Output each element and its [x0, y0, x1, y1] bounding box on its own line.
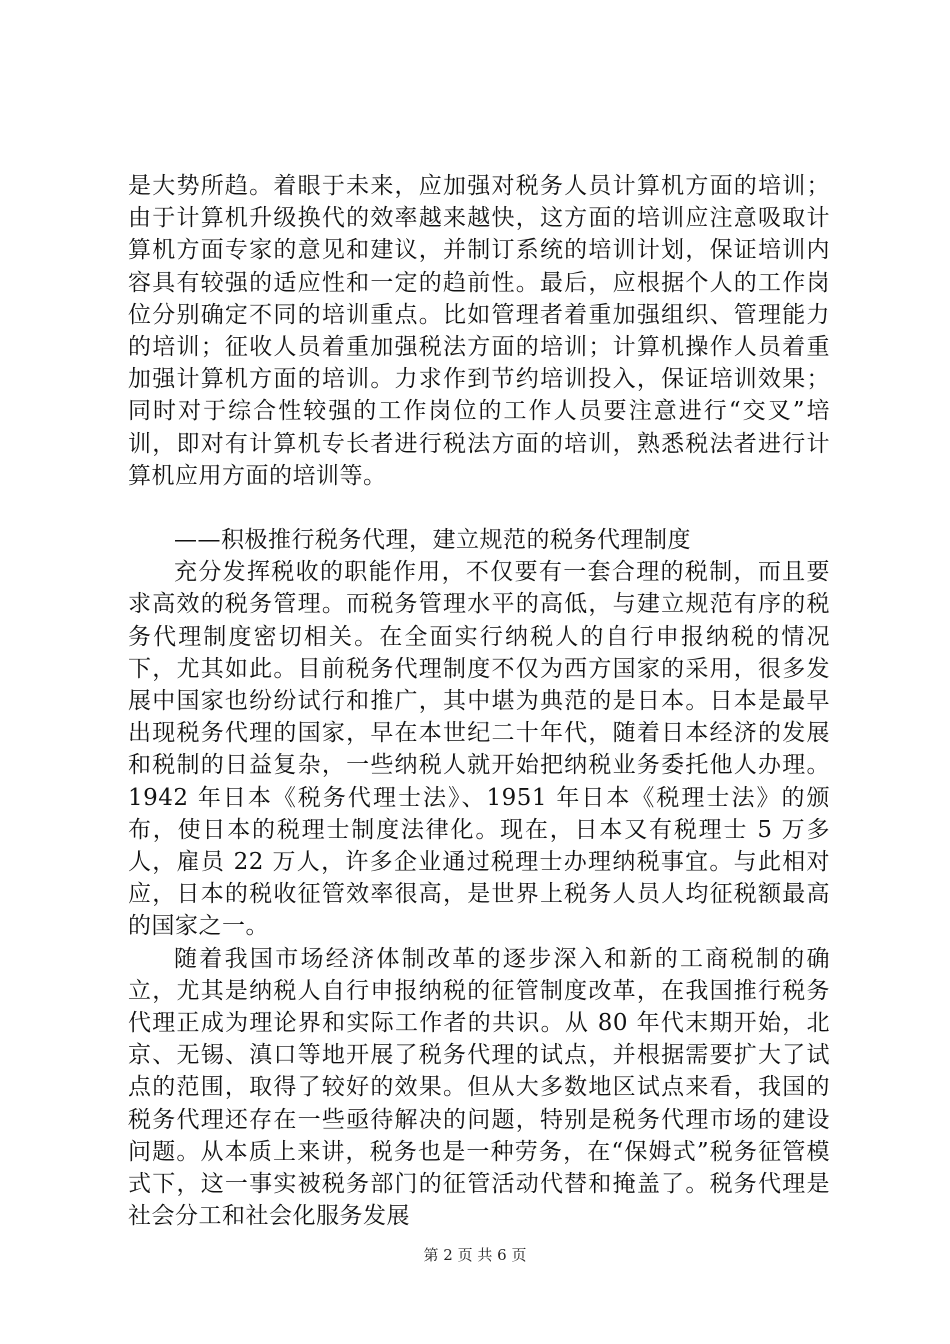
section-heading: ——积极推行税务代理，建立规范的税务代理制度: [174, 527, 691, 554]
paragraph-tax-agency-intro: 充分发挥税收的职能作用，不仅要有一套合理的税制，而且要求高效的税务管理。而税务管理水平的高低，与建立规范有序的税务代理制度密切相关。在全面实行纳税人的自行申报纳税的情况下，尤其如此。目前税务代理制度不仅为西方国家的采用，很多发展中国家也纷纷试行和推广，其中堪为典范的是日本。日本是最早出现税务代理的国家，早在本世纪二十年代，随着日本经济的发展和税制的日益复杂，一些纳税人就开始把纳税业务委托他人办理。1942 年日本《税务代理士法》、1951 年日本《税理士法》的颁布，使日本的税理士制度法律化。现在，日本又有税理士 5 万多人，雇员 22 万人，许多企业通过税理士办理纳税事宜。与此相对应，日本的税收征管效率很高，是世界上税务人员人均征税额最高的国家之一。: [128, 559, 830, 940]
document-body: [128, 170, 830, 1233]
page-footer: [0, 1244, 950, 1265]
paragraph-tax-agency-china: 随着我国市场经济体制改革的逐步深入和新的工商税制的确立，尤其是纳税人自行申报纳税的征管制度改革，在我国推行税务代理正成为理论界和实际工作者的共识。从 80 年代末期开始，北京、无锡、滇口等地开展了税务代理的试点，并根据需要扩大了试点的范围，取得了较好的效果。但从大多数地区试点来看，我国的税务代理还存在一些亟待解决的问题，特别是税务代理市场的建设问题。从本质上来讲，税务也是一种劳务，在“保姆式”税务征管模式下，这一事实被税务部门的征管活动代替和掩盖了。税务代理是社会分工和社会化服务发展: [128, 945, 830, 1230]
page-number: 第 2 页 共 6 页: [423, 1246, 527, 1264]
paragraph-continued: 是大势所趋。着眼于未来，应加强对税务人员计算机方面的培训；由于计算机升级换代的效率越来越快，这方面的培训应注意吸取计算机方面专家的意见和建议，并制订系统的培训计划，保证培训内容具有较强的适应性和一定的趋前性。最后，应根据个人的工作岗位分别确定不同的培训重点。比如管理者着重加强组织、管理能力的培训；征收人员着重加强税法方面的培训；计算机操作人员着重加强计算机方面的培训。力求作到节约培训投入，保证培训效果；同时对于综合性较强的工作岗位的工作人员要注意进行“交叉”培训，即对有计算机专长者进行税法方面的培训，熟悉税法者进行计算机应用方面的培训等。: [128, 173, 830, 489]
